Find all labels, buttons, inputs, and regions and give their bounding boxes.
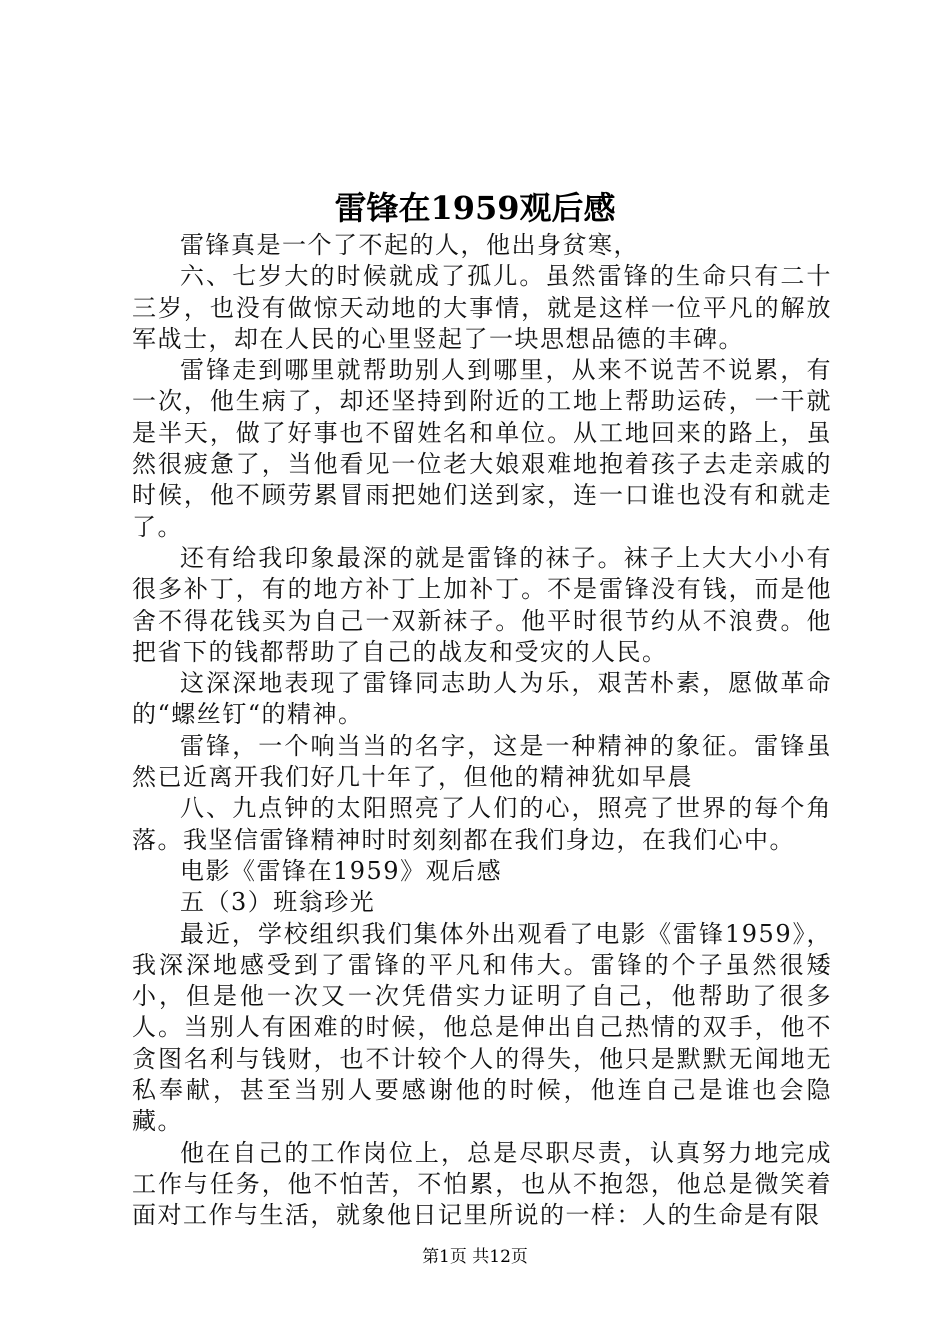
paragraph: 雷锋真是一个了不起的人，他出身贫寒， xyxy=(180,231,639,259)
paragraph: 还有给我印象最深的就是雷锋的袜子。袜子上大大小小有很多补丁，有的地方补丁上加补丁。不是雷锋没有钱，而是他舍不得花钱买为自己一双新袜子。他平时很节约从不浪费。他把省下的钱都帮助了自己的战友和受灾的人民。 xyxy=(132,543,832,666)
document-body xyxy=(132,230,832,1232)
paragraph: 五（3）班翁珍光 xyxy=(180,888,376,917)
paragraph: 六、七岁大的时候就成了孤儿。虽然雷锋的生命只有二十三岁，也没有做惊天动地的大事情，就是这样一位平凡的解放军战士，却在人民的心里竖起了一块思想品德的丰碑。 xyxy=(132,262,832,353)
paragraph: 电影《雷锋在1959》观后感 xyxy=(180,856,503,885)
paragraph: 雷锋走到哪里就帮助别人到哪里，从来不说苦不说累，有一次，他生病了，却还坚持到附近的工地上帮助运砖，一干就是半天，做了好事也不留姓名和单位。从工地回来的路上，虽然很疲惫了，当他看见一位老大娘艰难地抱着孩子去走亲戚的时候，他不顾劳累冒雨把她们送到家，连一口谁也没有和就走了。 xyxy=(132,356,832,541)
document-title: 雷锋在1959观后感 xyxy=(334,189,616,227)
paragraph: 这深深地表现了雷锋同志助人为乐，艰苦朴素，愿做革命的“螺丝钉“的精神。 xyxy=(132,669,832,729)
paragraph: 他在自己的工作岗位上，总是尽职尽责，认真努力地完成工作与任务，他不怕苦，不怕累，也从不抱怨，他总是微笑着面对工作与生活，就象他日记里所说的一样：人的生命是有限 xyxy=(132,1138,832,1230)
page-footer: 第1页 共12页 xyxy=(422,1247,528,1267)
paragraph: 八、九点钟的太阳照亮了人们的心，照亮了世界的每个角落。我坚信雷锋精神时时刻刻都在我们身边，在我们心中。 xyxy=(132,794,832,854)
paragraph: 雷锋，一个响当当的名字，这是一种精神的象征。雷锋虽然已近离开我们好几十年了，但他的精神犹如早晨 xyxy=(132,731,832,792)
paragraph: 最近，学校组织我们集体外出观看了电影《雷锋1959》，我深深地感受到了雷锋的平凡和伟大。雷锋的个子虽然很矮小，但是他一次又一次凭借实力证明了自己，他帮助了很多人。当别人有困难的时候，他总是伸出自己热情的双手，他不贪图名利与钱财，也不计较个人的得失，他只是默默无闻地无私奉献，甚至当别人要感谢他的时候，他连自己是谁也会隐藏。 xyxy=(132,919,832,1136)
